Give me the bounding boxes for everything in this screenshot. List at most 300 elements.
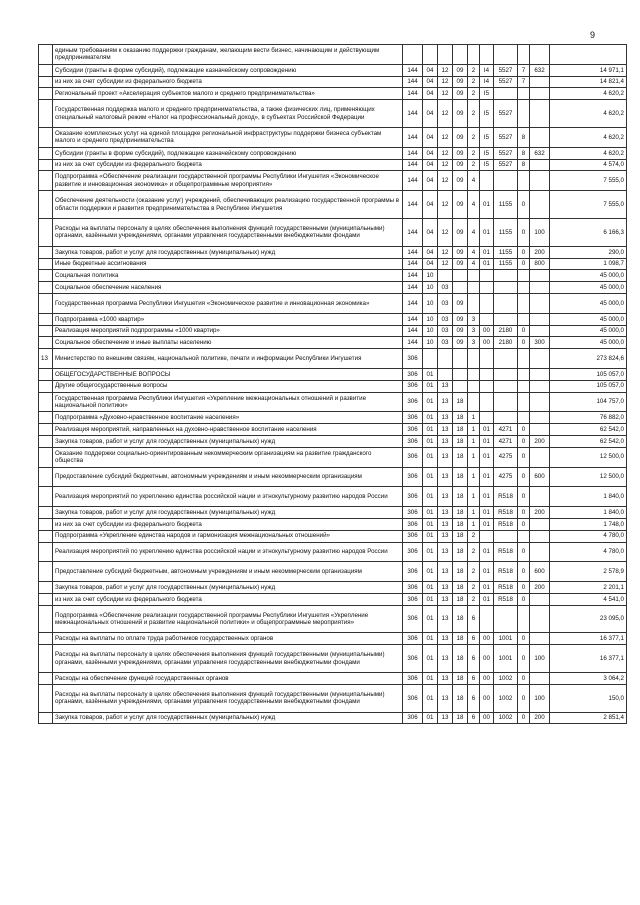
table-row (39, 127, 627, 147)
program-code-cell: 18 (453, 487, 468, 507)
subsection-code-cell (438, 368, 453, 380)
amount-cell: 290,0 (550, 246, 627, 258)
row-number-cell (39, 45, 53, 65)
ministry-code-cell: 306 (403, 605, 423, 633)
expense-type-cell (530, 313, 550, 325)
subprogram-code-cell: 1 (468, 507, 480, 519)
extra-code-cell: 0 (518, 447, 530, 467)
extra-code-cell (518, 270, 530, 282)
ministry-code-cell: 306 (403, 435, 423, 447)
event-code-cell: 01 (480, 518, 494, 530)
extra-code-cell (518, 368, 530, 380)
table-row (39, 218, 627, 246)
item-name-cell: Закупка товаров, работ и услуг для государственных (муниципальных) нужд (53, 435, 403, 447)
program-code-cell (453, 282, 468, 294)
ministry-code-cell: 144 (403, 258, 423, 270)
item-name-cell: Закупка товаров, работ и услуг для государственных (муниципальных) нужд (53, 507, 403, 519)
subprogram-code-cell: 1 (468, 412, 480, 424)
item-name-cell: из них за счет субсидии из федерального бюджета (53, 76, 403, 88)
program-code-cell: 09 (453, 127, 468, 147)
event-code-cell: 01 (480, 542, 494, 562)
item-name-cell: Подпрограмма «1000 квартир» (53, 313, 403, 325)
subprogram-code-cell: 6 (468, 605, 480, 633)
row-number-cell (39, 325, 53, 337)
expense-type-cell: 200 (530, 582, 550, 594)
table-row (39, 507, 627, 519)
amount-cell: 4 620,2 (550, 88, 627, 100)
subprogram-code-cell (468, 349, 480, 369)
direction-code-cell (494, 392, 518, 412)
amount-cell: 2 201,1 (550, 582, 627, 594)
subprogram-code-cell: 4 (468, 218, 480, 246)
amount-cell: 62 542,0 (550, 435, 627, 447)
ministry-code-cell: 144 (403, 64, 423, 76)
expense-type-cell (530, 76, 550, 88)
section-code-cell: 01 (423, 633, 438, 645)
extra-code-cell (518, 605, 530, 633)
expense-type-cell (530, 171, 550, 191)
direction-code-cell: 4271 (494, 435, 518, 447)
item-name-cell: Социальное обеспечение населения (53, 282, 403, 294)
item-name-cell: ОБЩЕГОСУДАРСТВЕННЫЕ ВОПРОСЫ (53, 368, 403, 380)
expense-type-cell (530, 159, 550, 171)
item-name-cell: Подпрограмма «Укрепление единства народов и гармонизация межнациональных отношений» (53, 530, 403, 542)
amount-cell: 4 780,0 (550, 542, 627, 562)
table-row (39, 392, 627, 412)
direction-code-cell (494, 412, 518, 424)
section-code-cell (423, 45, 438, 65)
event-code-cell: 01 (480, 487, 494, 507)
expense-type-cell (530, 191, 550, 219)
row-number-cell (39, 518, 53, 530)
table-row (39, 447, 627, 467)
expense-type-cell (530, 392, 550, 412)
subprogram-code-cell: 2 (468, 542, 480, 562)
expense-type-cell: 200 (530, 507, 550, 519)
subsection-code-cell: 13 (438, 684, 453, 712)
direction-code-cell (494, 45, 518, 65)
direction-code-cell: R518 (494, 487, 518, 507)
direction-code-cell: 1155 (494, 246, 518, 258)
amount-cell: 7 555,0 (550, 191, 627, 219)
program-code-cell: 18 (453, 673, 468, 685)
item-name-cell: из них за счет субсидии из федерального бюджета (53, 159, 403, 171)
event-code-cell: 01 (480, 467, 494, 487)
section-code-cell: 10 (423, 325, 438, 337)
item-name-cell: Оказание комплексных услуг на единой площадке региональной инфраструктуры поддержки бизнеса субъектам малого и среднего предпринимательства (53, 127, 403, 147)
table-row (39, 349, 627, 369)
event-code-cell: 00 (480, 337, 494, 349)
ministry-code-cell: 144 (403, 313, 423, 325)
table-row (39, 412, 627, 424)
subprogram-code-cell: 2 (468, 127, 480, 147)
direction-code-cell: 2180 (494, 337, 518, 349)
extra-code-cell: 7 (518, 76, 530, 88)
extra-code-cell: 0 (518, 337, 530, 349)
event-code-cell: I5 (480, 88, 494, 100)
section-code-cell: 04 (423, 64, 438, 76)
extra-code-cell: 0 (518, 645, 530, 673)
extra-code-cell: 0 (518, 467, 530, 487)
item-name-cell: единым требованиям к оказанию поддержки гражданам, желающим вести бизнес, начинающим и действующим предпринимателям (53, 45, 403, 65)
section-code-cell: 04 (423, 191, 438, 219)
direction-code-cell (494, 313, 518, 325)
subsection-code-cell: 13 (438, 593, 453, 605)
subprogram-code-cell: 2 (468, 530, 480, 542)
direction-code-cell (494, 530, 518, 542)
program-code-cell (453, 368, 468, 380)
subsection-code-cell: 13 (438, 447, 453, 467)
expense-type-cell (530, 424, 550, 436)
expense-type-cell: 600 (530, 562, 550, 582)
program-code-cell: 18 (453, 645, 468, 673)
event-code-cell: 01 (480, 582, 494, 594)
item-name-cell: Субсидии (гранты в форме субсидий), подлежащие казначейскому сопровождению (53, 147, 403, 159)
amount-cell: 2 851,4 (550, 712, 627, 724)
amount-cell: 4 620,2 (550, 100, 627, 128)
section-code-cell: 01 (423, 487, 438, 507)
table-row (39, 337, 627, 349)
row-number-cell (39, 542, 53, 562)
program-code-cell: 09 (453, 147, 468, 159)
subprogram-code-cell: 1 (468, 447, 480, 467)
subprogram-code-cell (468, 380, 480, 392)
direction-code-cell: 2180 (494, 325, 518, 337)
section-code-cell: 04 (423, 159, 438, 171)
event-code-cell: 00 (480, 712, 494, 724)
item-name-cell: Реализация мероприятий по укреплению единства российской нации и этнокультурному развитию народов России (53, 542, 403, 562)
table-row (39, 582, 627, 594)
direction-code-cell: 4275 (494, 447, 518, 467)
direction-code-cell: 1002 (494, 684, 518, 712)
item-name-cell: Предоставление субсидий бюджетным, автономным учреждениям и иным некоммерческим организациям (53, 562, 403, 582)
ministry-code-cell (403, 45, 423, 65)
row-number-cell (39, 467, 53, 487)
direction-code-cell (494, 293, 518, 313)
row-number-cell (39, 530, 53, 542)
amount-cell: 1 840,0 (550, 487, 627, 507)
section-code-cell: 04 (423, 258, 438, 270)
amount-cell: 4 574,0 (550, 159, 627, 171)
program-code-cell: 18 (453, 530, 468, 542)
subsection-code-cell: 13 (438, 542, 453, 562)
expense-type-cell (530, 530, 550, 542)
direction-code-cell: 1002 (494, 673, 518, 685)
event-code-cell: I5 (480, 127, 494, 147)
table-row (39, 171, 627, 191)
ministry-code-cell: 306 (403, 712, 423, 724)
expense-type-cell (530, 325, 550, 337)
table-row (39, 88, 627, 100)
extra-code-cell: 0 (518, 712, 530, 724)
ministry-code-cell: 306 (403, 447, 423, 467)
section-code-cell: 04 (423, 218, 438, 246)
section-code-cell (423, 349, 438, 369)
subprogram-code-cell: 2 (468, 88, 480, 100)
event-code-cell: I5 (480, 147, 494, 159)
row-number-cell (39, 368, 53, 380)
ministry-code-cell: 144 (403, 171, 423, 191)
row-number-cell (39, 293, 53, 313)
amount-cell: 12 500,0 (550, 447, 627, 467)
extra-code-cell: 0 (518, 582, 530, 594)
section-code-cell: 01 (423, 530, 438, 542)
table-row (39, 368, 627, 380)
subprogram-code-cell: 2 (468, 593, 480, 605)
expense-type-cell: 200 (530, 246, 550, 258)
item-name-cell: Расходы на выплаты персоналу в целях обеспечения выполнения функций государственными (муниципальными) органами, казёнными учреждениями, органами управления государственными внебюджетными фондами (53, 684, 403, 712)
table-row (39, 270, 627, 282)
section-code-cell: 01 (423, 684, 438, 712)
item-name-cell: Обеспечение деятельности (оказание услуг) учреждений, обеспечивающих реализацию государственной программы в области поддержки и развития предпринимательства в Республике Ингушетия (53, 191, 403, 219)
subsection-code-cell: 12 (438, 100, 453, 128)
program-code-cell: 18 (453, 392, 468, 412)
amount-cell: 105 057,0 (550, 368, 627, 380)
program-code-cell: 18 (453, 684, 468, 712)
row-number-cell (39, 412, 53, 424)
amount-cell (550, 45, 627, 65)
row-number-cell (39, 313, 53, 325)
program-code-cell: 09 (453, 337, 468, 349)
subprogram-code-cell (468, 392, 480, 412)
expense-type-cell: 800 (530, 258, 550, 270)
table-row (39, 633, 627, 645)
row-number-cell (39, 582, 53, 594)
item-name-cell: Расходы на обеспечение функций государственных органов (53, 673, 403, 685)
ministry-code-cell: 144 (403, 88, 423, 100)
extra-code-cell: 0 (518, 435, 530, 447)
section-code-cell: 10 (423, 282, 438, 294)
event-code-cell: 01 (480, 246, 494, 258)
item-name-cell: Закупка товаров, работ и услуг для государственных (муниципальных) нужд (53, 712, 403, 724)
table-row (39, 76, 627, 88)
amount-cell: 4 541,0 (550, 593, 627, 605)
extra-code-cell (518, 293, 530, 313)
section-code-cell: 01 (423, 447, 438, 467)
extra-code-cell: 0 (518, 487, 530, 507)
section-code-cell: 01 (423, 605, 438, 633)
item-name-cell: Социальная политика (53, 270, 403, 282)
row-number-cell (39, 673, 53, 685)
subprogram-code-cell: 2 (468, 159, 480, 171)
event-code-cell (480, 270, 494, 282)
expense-type-cell (530, 605, 550, 633)
direction-code-cell (494, 349, 518, 369)
ministry-code-cell: 306 (403, 673, 423, 685)
subprogram-code-cell: 1 (468, 424, 480, 436)
section-code-cell: 01 (423, 392, 438, 412)
direction-code-cell: 5527 (494, 147, 518, 159)
subsection-code-cell: 13 (438, 380, 453, 392)
expense-type-cell: 100 (530, 684, 550, 712)
extra-code-cell: 0 (518, 218, 530, 246)
program-code-cell: 09 (453, 171, 468, 191)
event-code-cell (480, 412, 494, 424)
subprogram-code-cell (468, 293, 480, 313)
ministry-code-cell: 306 (403, 645, 423, 673)
extra-code-cell: 8 (518, 147, 530, 159)
amount-cell: 14 971,1 (550, 64, 627, 76)
event-code-cell: 01 (480, 447, 494, 467)
section-code-cell: 01 (423, 673, 438, 685)
event-code-cell: 01 (480, 435, 494, 447)
row-number-cell (39, 684, 53, 712)
event-code-cell: 00 (480, 325, 494, 337)
expense-type-cell (530, 282, 550, 294)
ministry-code-cell: 144 (403, 270, 423, 282)
amount-cell: 76 882,0 (550, 412, 627, 424)
amount-cell: 12 500,0 (550, 467, 627, 487)
event-code-cell (480, 530, 494, 542)
program-code-cell: 18 (453, 712, 468, 724)
amount-cell: 105 057,0 (550, 380, 627, 392)
section-code-cell: 01 (423, 467, 438, 487)
amount-cell: 1 748,0 (550, 518, 627, 530)
item-name-cell: Региональный проект «Акселерация субъектов малого и среднего предпринимательства» (53, 88, 403, 100)
ministry-code-cell: 306 (403, 368, 423, 380)
amount-cell: 4 780,0 (550, 530, 627, 542)
subsection-code-cell: 13 (438, 562, 453, 582)
event-code-cell: 01 (480, 562, 494, 582)
subsection-code-cell: 12 (438, 76, 453, 88)
section-code-cell: 01 (423, 424, 438, 436)
program-code-cell (453, 270, 468, 282)
direction-code-cell: R518 (494, 562, 518, 582)
section-code-cell: 04 (423, 88, 438, 100)
expense-type-cell (530, 633, 550, 645)
ministry-code-cell: 144 (403, 159, 423, 171)
expense-type-cell (530, 45, 550, 65)
row-number-cell (39, 593, 53, 605)
section-code-cell: 01 (423, 593, 438, 605)
subsection-code-cell: 03 (438, 337, 453, 349)
event-code-cell: 00 (480, 645, 494, 673)
direction-code-cell (494, 270, 518, 282)
event-code-cell: 00 (480, 673, 494, 685)
subsection-code-cell: 13 (438, 392, 453, 412)
expense-type-cell: 632 (530, 64, 550, 76)
ministry-code-cell: 306 (403, 424, 423, 436)
amount-cell: 104 757,0 (550, 392, 627, 412)
item-name-cell: Расходы на выплаты персоналу в целях обеспечения выполнения функций государственными (муниципальными) органами, казёнными учреждениями, органами управления государственными внебюджетными фондами (53, 218, 403, 246)
event-code-cell: 01 (480, 218, 494, 246)
program-code-cell: 09 (453, 293, 468, 313)
row-number-cell (39, 712, 53, 724)
item-name-cell: Реализация мероприятий по укреплению единства российской нации и этнокультурному развитию народов России (53, 487, 403, 507)
subprogram-code-cell (468, 270, 480, 282)
subsection-code-cell: 12 (438, 159, 453, 171)
table-row (39, 246, 627, 258)
event-code-cell (480, 282, 494, 294)
row-number-cell (39, 487, 53, 507)
program-code-cell: 18 (453, 507, 468, 519)
subsection-code-cell: 12 (438, 127, 453, 147)
extra-code-cell (518, 392, 530, 412)
subsection-code-cell: 13 (438, 424, 453, 436)
subsection-code-cell: 13 (438, 435, 453, 447)
section-code-cell: 04 (423, 171, 438, 191)
table-row (39, 673, 627, 685)
direction-code-cell: R518 (494, 518, 518, 530)
amount-cell: 14 821,4 (550, 76, 627, 88)
table-row (39, 282, 627, 294)
item-name-cell: Государственная поддержка малого и среднего предпринимательства, а также физических лиц, применяющих специальный налоговый режим «Налог на профессиональный доход», в субъектах Российской Федерации (53, 100, 403, 128)
amount-cell: 45 000,0 (550, 270, 627, 282)
subsection-code-cell: 13 (438, 467, 453, 487)
program-code-cell (453, 349, 468, 369)
section-code-cell: 04 (423, 100, 438, 128)
row-number-cell (39, 88, 53, 100)
expense-type-cell: 200 (530, 712, 550, 724)
program-code-cell: 18 (453, 447, 468, 467)
ministry-code-cell: 306 (403, 530, 423, 542)
ministry-code-cell: 144 (403, 293, 423, 313)
extra-code-cell (518, 313, 530, 325)
subprogram-code-cell: 4 (468, 258, 480, 270)
program-code-cell (453, 45, 468, 65)
direction-code-cell (494, 282, 518, 294)
event-code-cell (480, 45, 494, 65)
expense-type-cell: 200 (530, 435, 550, 447)
direction-code-cell (494, 380, 518, 392)
row-number-cell (39, 147, 53, 159)
extra-code-cell: 8 (518, 127, 530, 147)
expense-type-cell (530, 412, 550, 424)
table-row (39, 645, 627, 673)
section-code-cell: 01 (423, 507, 438, 519)
direction-code-cell: 5527 (494, 76, 518, 88)
table-row (39, 191, 627, 219)
subprogram-code-cell: 6 (468, 645, 480, 673)
direction-code-cell: R518 (494, 582, 518, 594)
expense-type-cell (530, 270, 550, 282)
direction-code-cell (494, 171, 518, 191)
expense-type-cell: 100 (530, 218, 550, 246)
subsection-code-cell: 12 (438, 258, 453, 270)
extra-code-cell (518, 412, 530, 424)
expense-type-cell: 600 (530, 467, 550, 487)
amount-cell: 4 620,2 (550, 127, 627, 147)
extra-code-cell (518, 171, 530, 191)
table-row (39, 147, 627, 159)
subprogram-code-cell: 3 (468, 313, 480, 325)
row-number-cell (39, 218, 53, 246)
subsection-code-cell: 13 (438, 582, 453, 594)
program-code-cell: 09 (453, 258, 468, 270)
subsection-code-cell: 03 (438, 325, 453, 337)
extra-code-cell: 0 (518, 507, 530, 519)
subsection-code-cell: 12 (438, 218, 453, 246)
subsection-code-cell: 12 (438, 171, 453, 191)
budget-table (38, 44, 627, 724)
program-code-cell: 09 (453, 88, 468, 100)
amount-cell: 4 620,2 (550, 147, 627, 159)
program-code-cell: 18 (453, 424, 468, 436)
expense-type-cell (530, 518, 550, 530)
extra-code-cell: 0 (518, 246, 530, 258)
subprogram-code-cell: 6 (468, 684, 480, 712)
program-code-cell: 18 (453, 435, 468, 447)
ministry-code-cell: 144 (403, 325, 423, 337)
direction-code-cell: 5527 (494, 100, 518, 128)
program-code-cell: 09 (453, 100, 468, 128)
direction-code-cell: 5527 (494, 64, 518, 76)
subsection-code-cell: 13 (438, 633, 453, 645)
ministry-code-cell: 306 (403, 562, 423, 582)
item-name-cell: Государственная программа Республики Ингушетия «Укрепление межнациональных отношений и развитие национальной политики» (53, 392, 403, 412)
subprogram-code-cell: 6 (468, 712, 480, 724)
amount-cell: 16 377,1 (550, 645, 627, 673)
